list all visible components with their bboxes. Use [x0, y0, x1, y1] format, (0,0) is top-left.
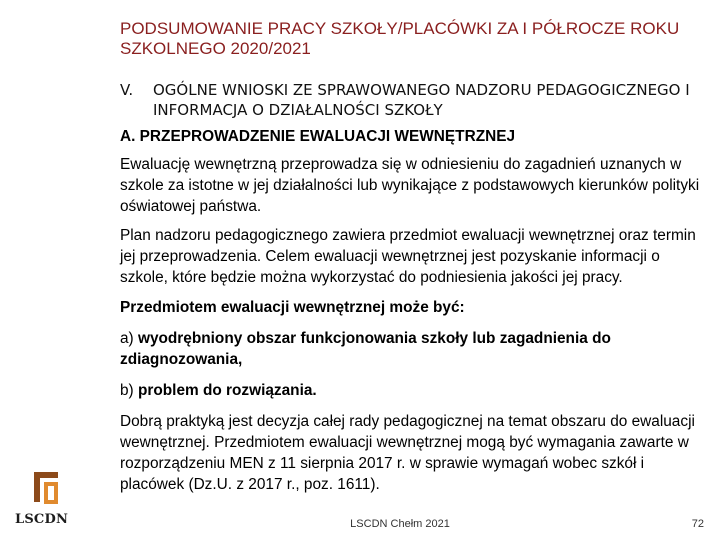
slide-content [120, 126, 705, 495]
list-item-a-prefix: a) [120, 330, 138, 347]
slide-title: PODSUMOWANIE PRACY SZKOŁY/PLACÓWKI ZA I PÓŁROCZE ROKU SZKOLNEGO 2020/2021 [120, 19, 680, 58]
section-heading [120, 80, 700, 120]
page-number: 72 [691, 518, 704, 530]
footer-center-text: LSCDN Chełm 2021 [350, 518, 450, 530]
subsection-heading: A. PRZEPROWADZENIE EWALUACJI WEWNĘTRZNEJ [120, 128, 516, 145]
list-item-b-prefix: b) [120, 382, 138, 399]
paragraph-good-practice: Dobrą praktyką jest decyzja całej rady pedagogicznej na temat obszaru do ewaluacji wewnętrznej. Przedmiotem ewaluacji wewnętrznej mogą być wymagania zawarte w rozporządzeniu MEN z 11 sierpnia 2017 r. w sprawie wymagań wobec szkół i placówek (Dz.U. z 2017 r., poz. 1611). [120, 413, 695, 493]
section-number: V. [120, 81, 134, 99]
logo-mark-icon [28, 468, 64, 508]
lscdn-logo [15, 468, 78, 527]
list-item-b [120, 380, 705, 401]
list-item-a [120, 328, 705, 370]
paragraph-evaluation-scope: Ewaluację wewnętrzną przeprowadza się w odniesieniu do zagadnień uznanych w szkole za istotne w jej działalności lub wynikające z podstawowych kierunków polityki oświatowej państwa. [120, 156, 700, 215]
list-item-b-text: problem do rozwiązania. [137, 382, 317, 399]
logo-text: LSCDN [15, 512, 69, 527]
section-title: OGÓLNE WNIOSKI ZE SPRAWOWANEGO NADZORU PEDAGOGICZNEGO I INFORMACJA O DZIAŁALNOŚCI SZKOŁY [153, 81, 690, 119]
list-item-a-text: wyodrębniony obszar funkcjonowania szkoły lub zagadnienia do zdiagnozowania, [120, 330, 611, 368]
paragraph-supervision-plan: Plan nadzoru pedagogicznego zawiera przedmiot ewaluacji wewnętrznej oraz termin jej przeprowadzenia. Celem ewaluacji wewnętrznej jest pozyskanie informacji o szkole, które będzie można wykorzystać do podniesienia jakości jej pracy. [120, 227, 696, 286]
subject-heading: Przedmiotem ewaluacji wewnętrznej może być: [120, 299, 465, 316]
